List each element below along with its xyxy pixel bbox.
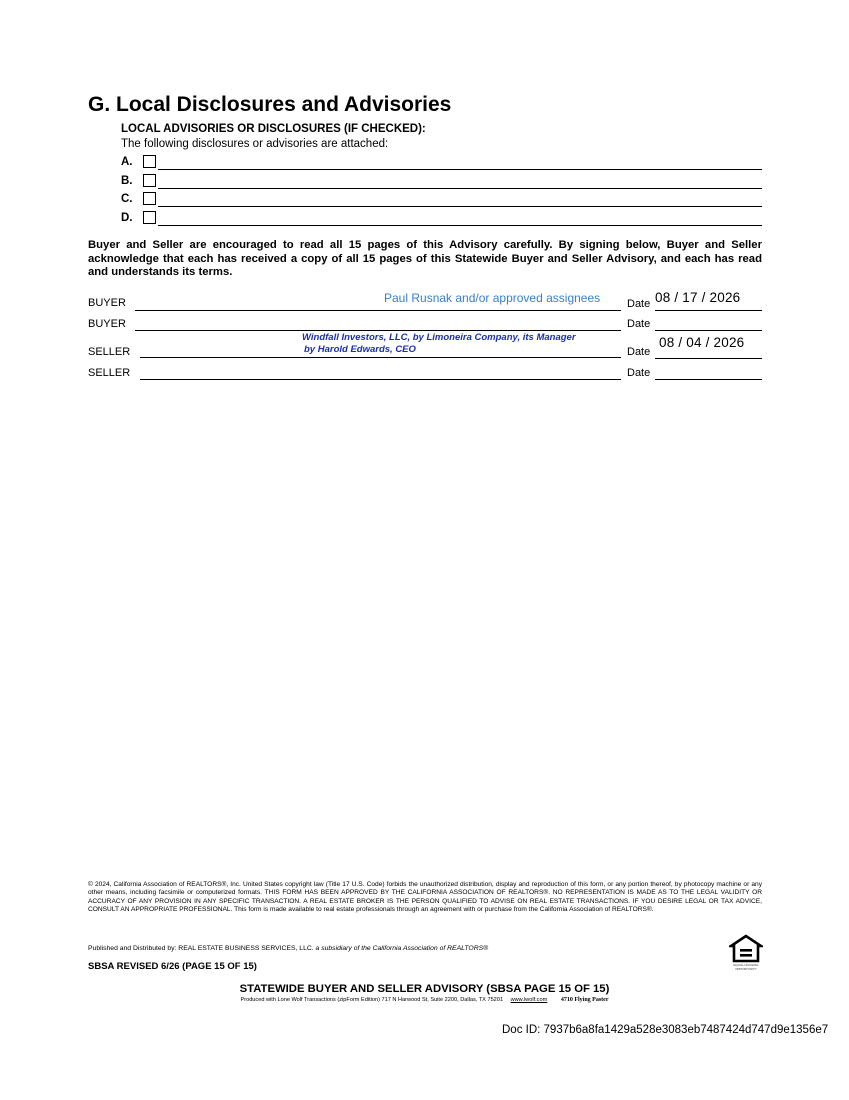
- copyright-notice: © 2024, California Association of REALTORS®, Inc. United States copyright law (Title 17 U.S. Code) forbids the unauthorized distribution, display and reproduction of this form, or any portion thereof, by photocopy machine or any other means, including facsimile or computerized formats. THIS FORM HAS BEEN APPROVED BY THE CALIFORNIA ASSOCIATION OF REALTORS®. NO REPRESENTATION IS MADE AS TO THE LEGAL VALIDITY OR ACCURACY OF ANY PROVISION IN ANY SPECIFIC TRANSACTION. A REAL ESTATE BROKER IS THE PERSON QUALIFIED TO ADVISE ON REAL ESTATE TRANSACTIONS. IF YOU DESIRE LEGAL OR TAX ADVICE, CONSULT AN APPROPRIATE PROFESSIONAL. This form is made available to real estate professionals through an agreement with or purchase from the California Association of REALTORS®.: [88, 881, 762, 913]
- produced-text: Produced with Lone Wolf Transactions (zipForm Edition) 717 N Harwood St, Suite 2200, Dallas, TX 75201: [240, 997, 504, 1003]
- seller-signature-line-1[interactable]: [140, 357, 621, 358]
- seller-signature-line2-text: by Harold Edwards, CEO: [304, 344, 416, 355]
- disclosure-letter-d: D.: [121, 212, 133, 224]
- disclosure-letter-a: A.: [121, 156, 133, 168]
- seller-date-1: 08 / 04 / 2026: [659, 335, 745, 350]
- buyer-date-line-1[interactable]: [655, 310, 762, 311]
- seller-date-label-2: Date: [627, 367, 651, 379]
- disclosure-line-d[interactable]: [158, 225, 762, 226]
- acknowledgment-text: Buyer and Seller are encouraged to read all 15 pages of this Advisory carefully. By signing below, Buyer and Seller acknowledge that each has received a copy of all 15 pages of this Statewide Buyer and Seller Advisory, and each has read and understands its terms.: [88, 239, 762, 278]
- buyer-label-1: BUYER: [88, 297, 126, 309]
- seller-date-line-2[interactable]: [655, 379, 762, 380]
- seller-signature-line-2[interactable]: [140, 379, 621, 380]
- disclosure-line-a[interactable]: [158, 169, 762, 170]
- disclosure-checkbox-c[interactable]: [143, 192, 156, 205]
- buyer-signature-line-1[interactable]: [135, 310, 621, 311]
- buyer-date-1: 08 / 17 / 2026: [655, 290, 741, 305]
- disclosure-letter-c: C.: [121, 193, 133, 205]
- doc-id: Doc ID: 7937b6a8fa1429a528e3083eb7487424d747d9e1356e7: [502, 1024, 829, 1036]
- published-by-text: Published and Distributed by: REAL ESTATE BUSINESS SERVICES, LLC.: [88, 945, 314, 952]
- buyer-date-line-2[interactable]: [655, 330, 762, 331]
- buyer-date-label-1: Date: [627, 298, 651, 310]
- buyer-label-2: BUYER: [88, 318, 126, 330]
- property-address: 4710 Flying Paster: [560, 997, 609, 1003]
- disclosure-checkbox-a[interactable]: [143, 155, 156, 168]
- published-by-subsidiary: a subsidiary of the California Association of REALTORS®: [315, 945, 489, 952]
- produced-line: [0, 997, 849, 1003]
- equal-housing-text: EQUAL HOUSING OPPORTUNITY: [733, 963, 759, 971]
- disclosure-checkbox-d[interactable]: [143, 211, 156, 224]
- seller-date-label-1: Date: [627, 346, 651, 358]
- seller-date-line-1[interactable]: [655, 358, 762, 359]
- disclosure-line-c[interactable]: [158, 206, 762, 207]
- seller-label-1: SELLER: [88, 346, 131, 358]
- section-title: G. Local Disclosures and Advisories: [88, 93, 452, 116]
- buyer-signature-line-2[interactable]: [135, 330, 621, 331]
- section-subtitle: LOCAL ADVISORIES OR DISCLOSURES (IF CHECKED):: [121, 123, 426, 135]
- disclosure-letter-b: B.: [121, 175, 133, 187]
- disclosure-checkbox-b[interactable]: [143, 174, 156, 187]
- seller-label-2: SELLER: [88, 367, 131, 379]
- published-by: [88, 945, 488, 952]
- section-intro: The following disclosures or advisories are attached:: [121, 138, 389, 150]
- seller-signature-line1-text: Windfall Investors, LLC, by Limoneira Company, its Manager: [302, 332, 576, 343]
- website-link[interactable]: www.lwolf.com: [510, 997, 548, 1003]
- form-title: STATEWIDE BUYER AND SELLER ADVISORY (SBSA PAGE 15 OF 15): [239, 983, 610, 995]
- buyer-date-label-2: Date: [627, 318, 651, 330]
- form-revision: SBSA REVISED 6/26 (PAGE 15 OF 15): [88, 961, 257, 972]
- buyer-signature-1: Paul Rusnak and/or approved assignees: [384, 291, 601, 305]
- equal-housing-icon: [729, 934, 763, 974]
- disclosure-line-b[interactable]: [158, 188, 762, 189]
